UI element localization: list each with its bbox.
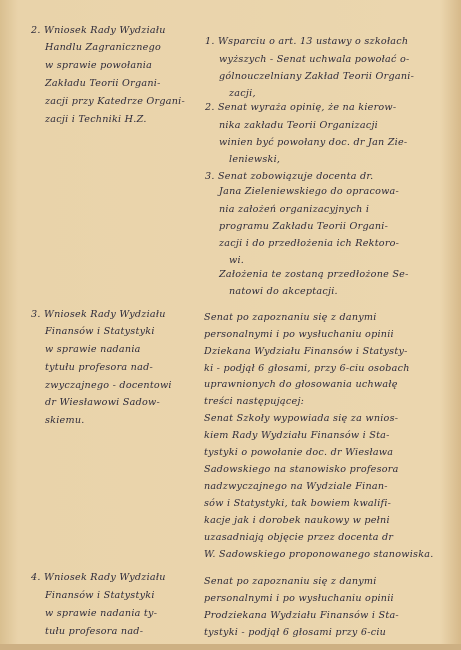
item-3-left-line: 3. Wniosek Rady Wydziału — [31, 309, 166, 320]
item-2-right-line: zacji, — [229, 88, 256, 99]
item-3-right-line: tystyki o powołanie doc. dr Wiesława — [204, 447, 394, 458]
item-4-left-line: w sprawie nadania ty- — [45, 608, 158, 619]
item-2-right-line: nika zakładu Teorii Organizacji — [219, 120, 378, 131]
item-3-right-line: uzasadniają objęcie przez docenta dr — [204, 532, 394, 543]
item-2-left-line: zacji i Techniki H.Z. — [45, 114, 147, 125]
item-2-left-line: 2. Wniosek Rady Wydziału — [31, 25, 166, 36]
item-2-right-line: wyższych - Senat uchwala powołać o- — [219, 54, 410, 65]
item-2-right-line: gólnouczelniany Zakład Teorii Organi- — [219, 71, 415, 82]
item-4-right-line: Prodziekana Wydziału Finansów i Sta- — [204, 610, 399, 621]
item-2-right-line: Jana Zieleniewskiego do opracowa- — [219, 186, 400, 197]
item-4-right-line: Senat po zapoznaniu się z danymi — [204, 576, 377, 587]
item-2-right-line: 3. Senat zobowiązuje docenta dr. — [205, 171, 374, 182]
item-3-left-line: Finansów i Statystyki — [45, 326, 155, 337]
item-2-right-line: 1. Wsparciu o art. 13 ustawy o szkołach — [205, 36, 409, 47]
item-3-right-line: W. Sadowskiego proponowanego stanowiska. — [204, 549, 434, 560]
item-3-right-line: treści następującej: — [204, 396, 305, 407]
item-3-right-line: sów i Statystyki, tak bowiem kwalifi- — [204, 498, 392, 509]
item-3-right-line: kacje jak i dorobek naukowy w pełni — [204, 515, 390, 526]
page-bottom-edge — [0, 644, 461, 650]
item-3-right-line: Senat Szkoły wypowiada się za wnios- — [204, 413, 399, 424]
item-4-right-line: tystyki - podjął 6 głosami przy 6-ciu — [204, 627, 387, 638]
item-3-right-line: nadzwyczajnego na Wydziale Finan- — [204, 481, 388, 492]
item-2-right-line: zacji i do przedłożenia ich Rektoro- — [219, 238, 400, 249]
item-2-left-line: Handlu Zagranicznego — [45, 42, 161, 53]
item-3-right-line: Dziekana Wydziału Finansów i Statysty- — [204, 346, 408, 357]
item-2-right-line: leniewski, — [229, 154, 281, 165]
item-2-left-line: Zakładu Teorii Organi- — [45, 78, 161, 89]
item-2-right-line: wi. — [229, 255, 245, 266]
item-2-left-line: zacji przy Katedrze Organi- — [45, 96, 185, 107]
item-4-right-line: personalnymi i po wysłuchaniu opinii — [204, 593, 394, 604]
item-3-left-line: w sprawie nadania — [45, 344, 141, 355]
item-2-right-line: 2. Senat wyraża opinię, że na kierow- — [205, 102, 397, 113]
item-3-right-line: personalnymi i po wysłuchaniu opinii — [204, 329, 394, 340]
item-4-left-line: tułu profesora nad- — [45, 626, 144, 637]
item-3-left-line: skiemu. — [45, 415, 85, 426]
item-2-right-line: natowi do akceptacji. — [229, 286, 338, 297]
item-2-left-line: w sprawie powołania — [45, 60, 153, 71]
item-3-left-line: zwyczajnego - docentowi — [45, 380, 172, 391]
item-3-left-line: tytułu profesora nad- — [45, 362, 153, 373]
item-3-right-line: ki - podjął 6 głosami, przy 6-ciu osobach — [204, 363, 410, 374]
item-2-right-line: winien być powołany doc. dr Jan Zie- — [219, 137, 408, 148]
item-3-right-line: Sadowskiego na stanowisko profesora — [204, 464, 399, 475]
item-2-right-line: Założenia te zostaną przedłożone Se- — [219, 269, 409, 280]
item-2-right-line: programu Zakładu Teorii Organi- — [219, 221, 389, 232]
item-3-right-line: kiem Rady Wydziału Finansów i Sta- — [204, 430, 390, 441]
item-3-right-line: uprawnionych do głosowania uchwałę — [204, 379, 398, 390]
item-3-right-line: Senat po zapoznaniu się z danymi — [204, 312, 377, 323]
item-4-left-line: Finansów i Statystyki — [45, 590, 155, 601]
item-4-left-line: 4. Wniosek Rady Wydziału — [31, 572, 166, 583]
item-3-left-line: dr Wiesławowi Sadow- — [45, 397, 160, 408]
item-2-right-line: nia założeń organizacyjnych i — [219, 204, 370, 215]
